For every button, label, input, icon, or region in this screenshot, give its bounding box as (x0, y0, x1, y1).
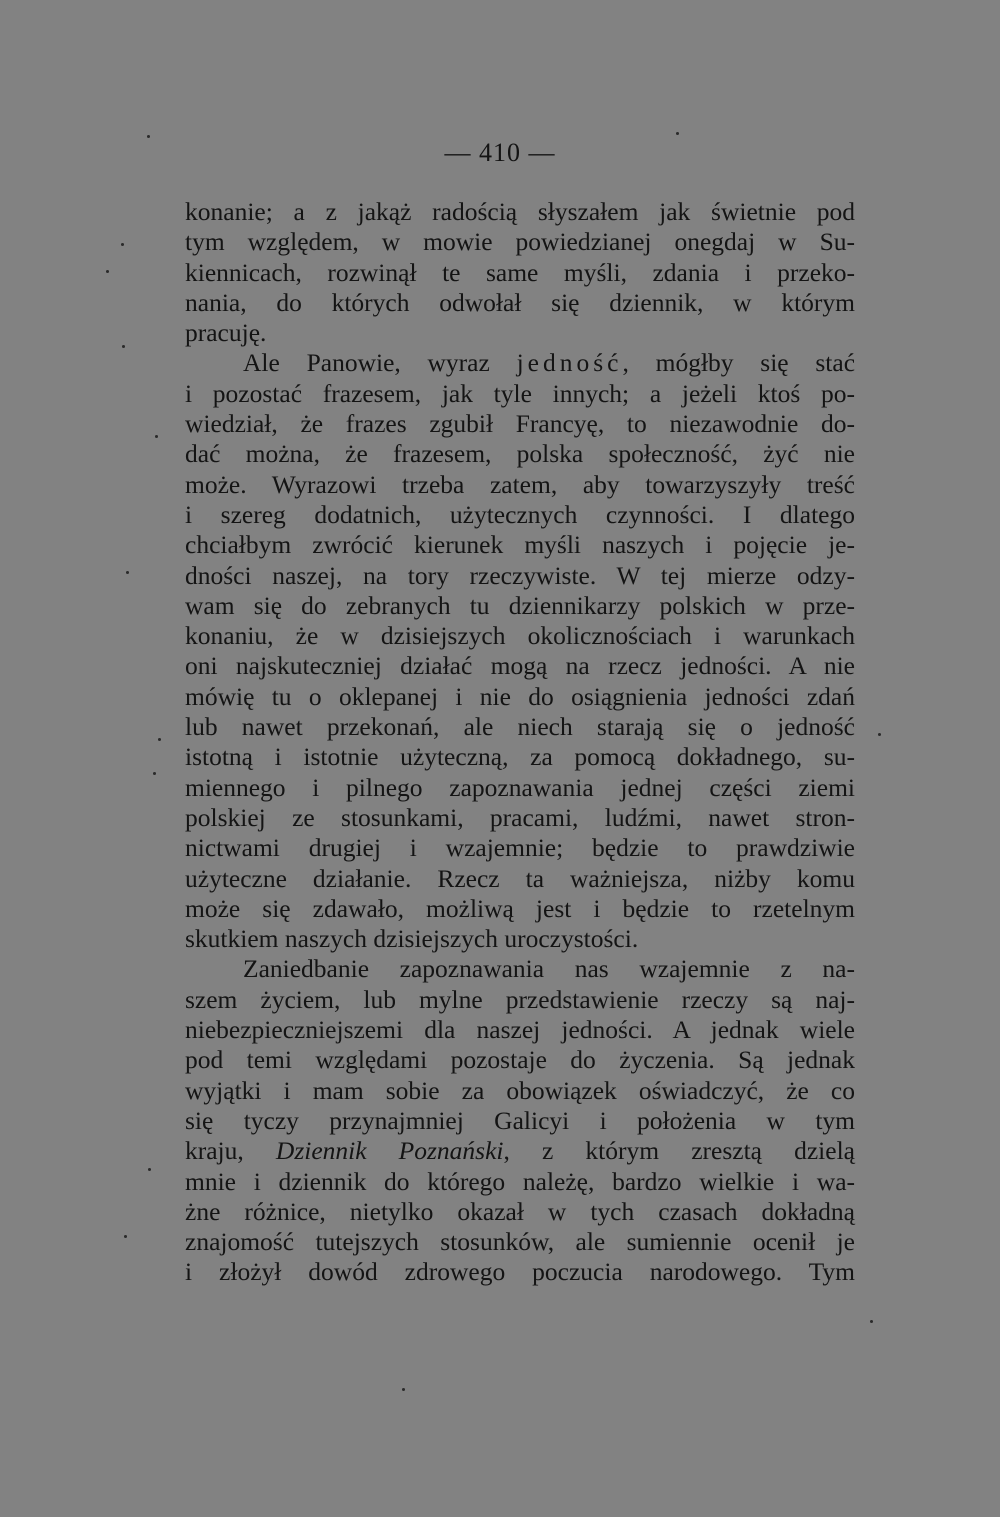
text-fragment: , z którym zresztą dzielą (503, 1136, 855, 1166)
text-line: i szereg dodatnich, użytecznych czynności. I dlatego (185, 499, 855, 529)
text-line: oni najskuteczniej działać mogą na rzecz jedności. A nie (185, 651, 855, 681)
text-line: może. Wyrazowi trzeba zatem, aby towarzyszyły treść (185, 469, 855, 499)
text-line: miennego i pilnego zapoznawania jednej części ziemi (185, 772, 855, 802)
scan-speck (126, 571, 129, 574)
text-line (185, 1136, 855, 1166)
text-line: niebezpieczniejszemi dla naszej jedności. A jednak wiele (185, 1015, 855, 1045)
newspaper-title: Dziennik Poznański (275, 1136, 504, 1166)
text-fragment: Ale Panowie, wyraz (243, 348, 490, 378)
text-line: skutkiem naszych dzisiejszych uroczystości. (185, 924, 639, 954)
text-line: pracuję. (185, 318, 267, 348)
text-line: żne różnice, nietylko okazał w tych czasach dokładną (185, 1196, 855, 1226)
text-line: nania, do których odwołał się dziennik, w którym (185, 287, 855, 317)
text-line: się tyczy przynajmniej Galicyi i położenia w tym (185, 1105, 855, 1135)
text-line: dać można, że frazesem, polska społeczność, żyć nie (185, 439, 855, 469)
text-line: wiedział, że frazes zgubił Francyę, to niezawodnie do- (185, 409, 855, 439)
text-line: istotną i istotnie użyteczną, za pomocą dokładnego, su- (185, 742, 855, 772)
text-fragment: , mógłby się stać (622, 348, 856, 378)
text-line: nictwami drugiej i wzajemnie; będzie to prawdziwie (185, 833, 855, 863)
text-line: mnie i dziennik do którego należę, bardzo wielkie i wa- (185, 1166, 855, 1196)
scan-speck (106, 270, 109, 273)
text-line: chciałbym zwrócić kierunek myśli naszych i pojęcie je- (185, 530, 855, 560)
text-line: znajomość tutejszych stosunków, ale sumiennie ocenił je (185, 1227, 855, 1257)
emphasized-word: jedność (516, 348, 623, 378)
page-number: — 410 — (444, 138, 556, 167)
text-line: wam się do zebranych tu dziennikarzy polskich w prze- (185, 590, 855, 620)
text-line: szem życiem, lub mylne przedstawienie rzeczy są naj- (185, 984, 855, 1014)
scan-speck (124, 1235, 127, 1238)
text-line: może się zdawało, możliwą jest i będzie to rzetelnym (185, 893, 855, 923)
scan-speck (155, 435, 158, 438)
text-line: i złożył dowód zdrowego poczucia narodowego. Tym (185, 1257, 855, 1287)
text-line: mówię tu o oklepanej i nie do osiągnienia jedności zdań (185, 681, 855, 711)
text-line: dności naszej, na tory rzeczywiste. W tej mierze odzy- (185, 560, 855, 590)
text-line: wyjątki i mam sobie za obowiązek oświadczyć, że co (185, 1075, 855, 1105)
text-line: konaniu, że w dzisiejszych okolicznościach i warunkach (185, 621, 855, 651)
text-line: użyteczne działanie. Rzecz ta ważniejsza, niżby komu (185, 863, 855, 893)
scan-speck (676, 132, 679, 135)
text-line: tym względem, w mowie powiedzianej onegdaj w Su- (185, 227, 855, 257)
text-line: Zaniedbanie zapoznawania nas wzajemnie z na- (243, 954, 855, 984)
scan-speck (148, 1168, 151, 1171)
text-fragment: kraju, (185, 1136, 244, 1166)
text-line: i pozostać frazesem, jak tyle innych; a jeżeli ktoś po- (185, 378, 855, 408)
text-line: kiennicach, rozwinął te same myśli, zdania i przeko- (185, 257, 855, 287)
text-line: pod temi względami pozostaje do życzenia. Są jednak (185, 1045, 855, 1075)
text-line: lub nawet przekonań, ale niech starają się o jedność (185, 712, 855, 742)
text-line (185, 348, 855, 378)
scan-speck (878, 733, 881, 736)
scan-speck (147, 135, 150, 138)
scan-speck (402, 1388, 405, 1391)
text-line: polskiej ze stosunkami, pracami, ludźmi, nawet stron- (185, 802, 855, 832)
scan-speck (121, 243, 124, 246)
scan-speck (122, 345, 125, 348)
scan-speck (870, 1320, 873, 1323)
scan-speck (158, 738, 161, 741)
body-text (185, 197, 855, 1288)
text-line: konanie; a z jakąż radością słyszałem jak świetnie pod (185, 197, 855, 226)
scan-speck (153, 772, 156, 775)
